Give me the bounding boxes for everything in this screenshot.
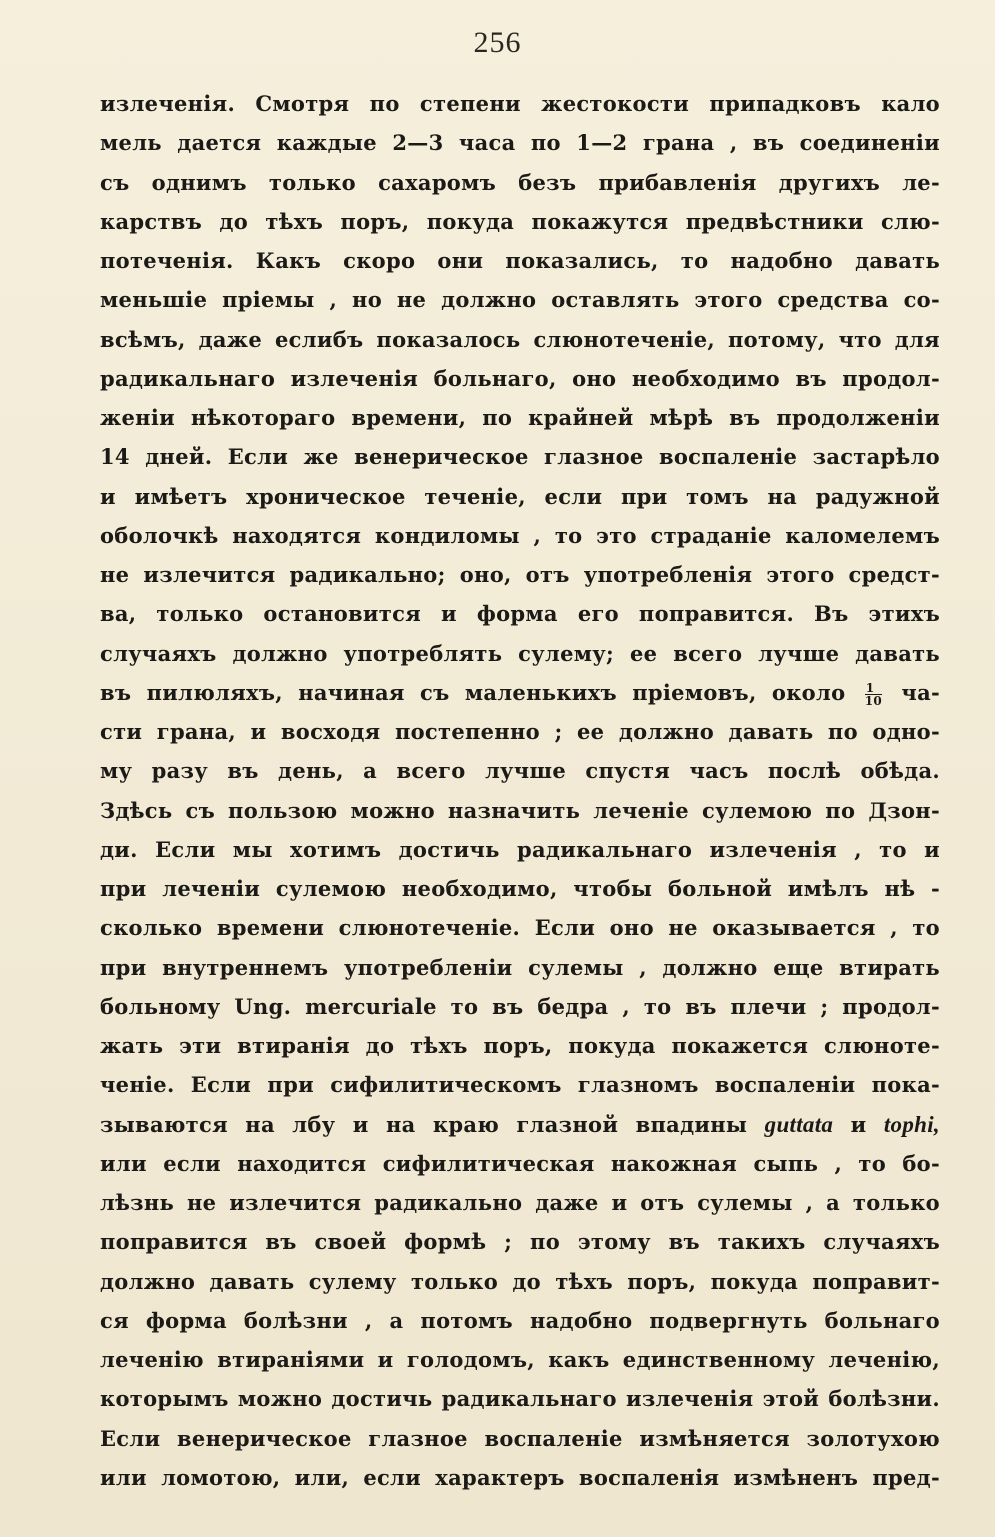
body-text — [100, 84, 940, 1497]
fraction-line-after: ча- — [901, 679, 940, 705]
text-line: случаяхъ должно употреблять сулему; ее всего лучше давать — [100, 640, 940, 666]
text-line-with-latin-terms — [100, 1105, 940, 1144]
text-line: карствъ до тѣхъ поръ, покуда покажутся предвѣстники слю- — [100, 208, 940, 234]
text-line: потеченія. Какъ скоро они показались, то надобно давать — [100, 248, 940, 273]
text-line: Если венерическое глазное воспаленіе измѣняется золотухою — [100, 1425, 940, 1451]
text-line: жать эти втиранія до тѣхъ поръ, покуда покажется слюноте- — [100, 1033, 940, 1058]
latin-term-guttata: guttata — [764, 1111, 834, 1137]
text-line: леченію втираніями и голодомъ, какъ единственному леченію, — [100, 1347, 940, 1372]
text-line: всѣмъ, даже еслибъ показалось слюнотеченіе, потому, что для — [100, 326, 940, 352]
text-line: или ломотою, или, если характеръ воспаленія измѣненъ пред- — [100, 1464, 940, 1490]
latin-line-middle: и — [850, 1111, 867, 1137]
text-line: излеченія. Смотря по степени жестокости припадковъ кало — [100, 91, 940, 116]
fraction-numerator: 1 — [865, 682, 882, 695]
text-line: сколько времени слюнотеченіе. Если оно не оказывается , то — [100, 915, 940, 941]
latin-term-tophi: tophi, — [883, 1111, 940, 1137]
text-line: при леченіи сулемою необходимо, чтобы больной имѣлъ нѣ - — [100, 876, 940, 901]
text-line: радикальнаго излеченія больнаго, оно необходимо въ продол- — [100, 365, 940, 391]
text-line: должно давать сулему только до тѣхъ поръ, покуда поправит- — [100, 1268, 940, 1294]
text-line: 14 дней. Если же венерическое глазное воспаленіе застарѣло — [100, 444, 940, 470]
text-line: больному Ung. mercuriale то въ бедра , то въ плечи ; продол- — [100, 993, 940, 1019]
fraction-denominator: 10 — [864, 693, 883, 708]
text-line: при внутреннемъ употребленіи сулемы , должно еще втирать — [100, 954, 940, 980]
text-line: или если находится сифилитическая накожная сыпь , то бо- — [100, 1150, 940, 1176]
text-line: сти грана, и восходя постепенно ; ее должно давать по одно- — [100, 719, 940, 744]
text-line: ди. Если мы хотимъ достичь радикальнаго излеченія , то и — [100, 836, 940, 862]
text-line: ва, только остановится и форма его поправится. Въ этихъ — [100, 601, 940, 627]
text-line: ченіе. Если при сифилитическомъ глазномъ воспаленіи пока- — [100, 1072, 940, 1098]
text-line-with-fraction — [100, 673, 940, 712]
text-line: ся форма болѣзни , а потомъ надобно подвергнуть больнаго — [100, 1307, 940, 1333]
text-line: му разу въ день, а всего лучше спустя часъ послѣ обѣда. — [100, 758, 940, 784]
fraction — [865, 682, 882, 707]
fraction-line-before: въ пилюляхъ, начиная съ маленькихъ пріемовъ, около — [100, 679, 846, 705]
text-line: оболочкѣ находятся кондиломы , то это страданіе каломелемъ — [100, 522, 940, 548]
text-line: мель дается каждые 2—3 часа по 1—2 грана , въ соединеніи — [100, 130, 940, 156]
text-line: Здѣсь съ пользою можно назначить леченіе сулемою по Дзон- — [100, 797, 940, 823]
text-line: поправится въ своей формѣ ; по этому въ такихъ случаяхъ — [100, 1229, 940, 1255]
text-line: меньшіе пріемы , но не должно оставлять этого средства со- — [100, 287, 940, 313]
text-line: женіи нѣкотораго времени, по крайней мѣрѣ въ продолженіи — [100, 405, 940, 430]
page-number: 256 — [473, 26, 522, 59]
text-line: съ однимъ только сахаромъ безъ прибавленія другихъ ле- — [100, 169, 940, 195]
text-line: лѣзнь не излечится радикально даже и отъ сулемы , а только — [100, 1190, 940, 1215]
latin-line-before: зываются на лбу и на краю глазной впадины — [100, 1111, 748, 1137]
text-line: не излечится радикально; оно, отъ употребленія этого средст- — [100, 562, 940, 587]
text-line: и имѣетъ хроническое теченіе, если при томъ на радужной — [100, 483, 940, 509]
text-line: которымъ можно достичь радикальнаго излеченія этой болѣзни. — [100, 1386, 940, 1412]
